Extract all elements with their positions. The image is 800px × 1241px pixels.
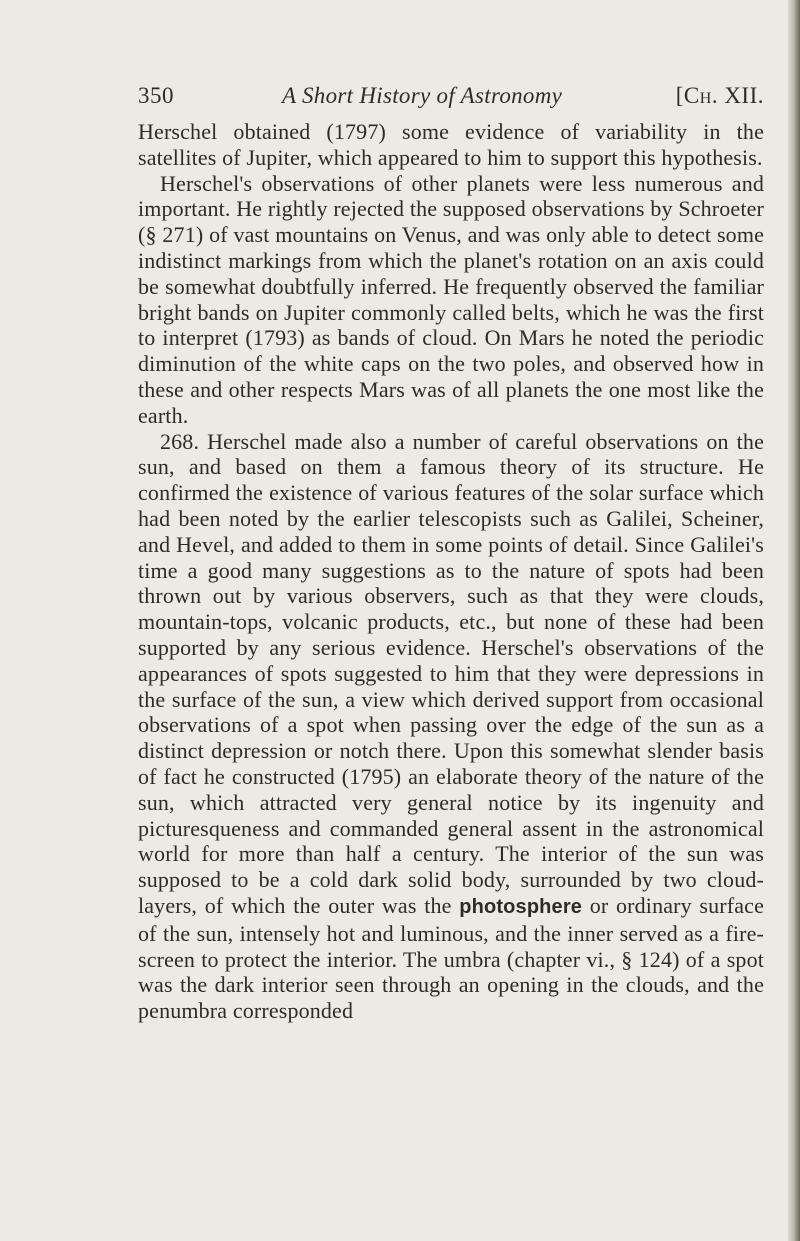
paragraph-268-text-b: or ordinary surface of the sun, intensely hot and luminous, and the inner served as a fire-screen to protect the interior. The umbra (chapter vi., § 124) of a spot was the dark interior seen through an opening in the clouds, and the penumbra corresponded <box>138 892 764 1024</box>
photosphere-term: photosphere <box>459 895 583 918</box>
paragraph-268 <box>138 429 764 1024</box>
page-edge-shadow <box>788 0 800 1241</box>
paragraph-2: Herschel's observations of other planets were less numerous and important. He rightly rejected the supposed observations by Schroeter (§ 271) of vast mountains on Venus, and was only able to detect some indistinct markings from which the planet's rotation on an axis could be somewhat doubtfully inferred. He frequently observed the familiar bright bands on Jupiter commonly called belts, which he was the first to interpret (1793) as bands of cloud. On Mars he noted the periodic diminution of the white caps on the two poles, and observed how in these and other respects Mars was of all planets the one most like the earth. <box>138 170 764 428</box>
page-body <box>138 119 764 1024</box>
paragraph-1: Herschel obtained (1797) some evidence of variability in the satellites of Jupiter, which appeared to him to support this hypothesis. <box>138 119 764 170</box>
running-title: A Short History of Astronomy <box>282 83 563 108</box>
chapter-label: [Ch. XII. <box>675 83 764 108</box>
page-number: 350 <box>138 83 174 108</box>
paragraph-268-text-a: 268. Herschel made also a number of careful observations on the sun, and based on them a famous theory of its structure. He confirmed the existence of various features of the solar surface which had been noted by the earlier telescopists such as Galilei, Scheiner, and Hevel, and added to them in some points of detail. Since Galilei's time a good many suggestions as to the nature of spots had been thrown out by various observers, such as that they were clouds, mountain-tops, volcanic products, etc., but none of these had been supported by any serious evidence. Herschel's observations of the appearances of spots suggested to him that they were depressions in the surface of the sun, a view which derived support from occasional observations of a spot when passing over the edge of the sun as a distinct depression or notch there. Upon this somewhat slender basis of fact he constructed (1795) an elaborate theory of the nature of the sun, which attracted very general notice by its ingenuity and picturesqueness and commanded general assent in the astronomical world for more than half a century. The interior of the sun was supposed to be a cold dark solid body, surrounded by two cloud-layers, of which the outer was the <box>138 428 764 918</box>
running-header <box>138 78 764 114</box>
